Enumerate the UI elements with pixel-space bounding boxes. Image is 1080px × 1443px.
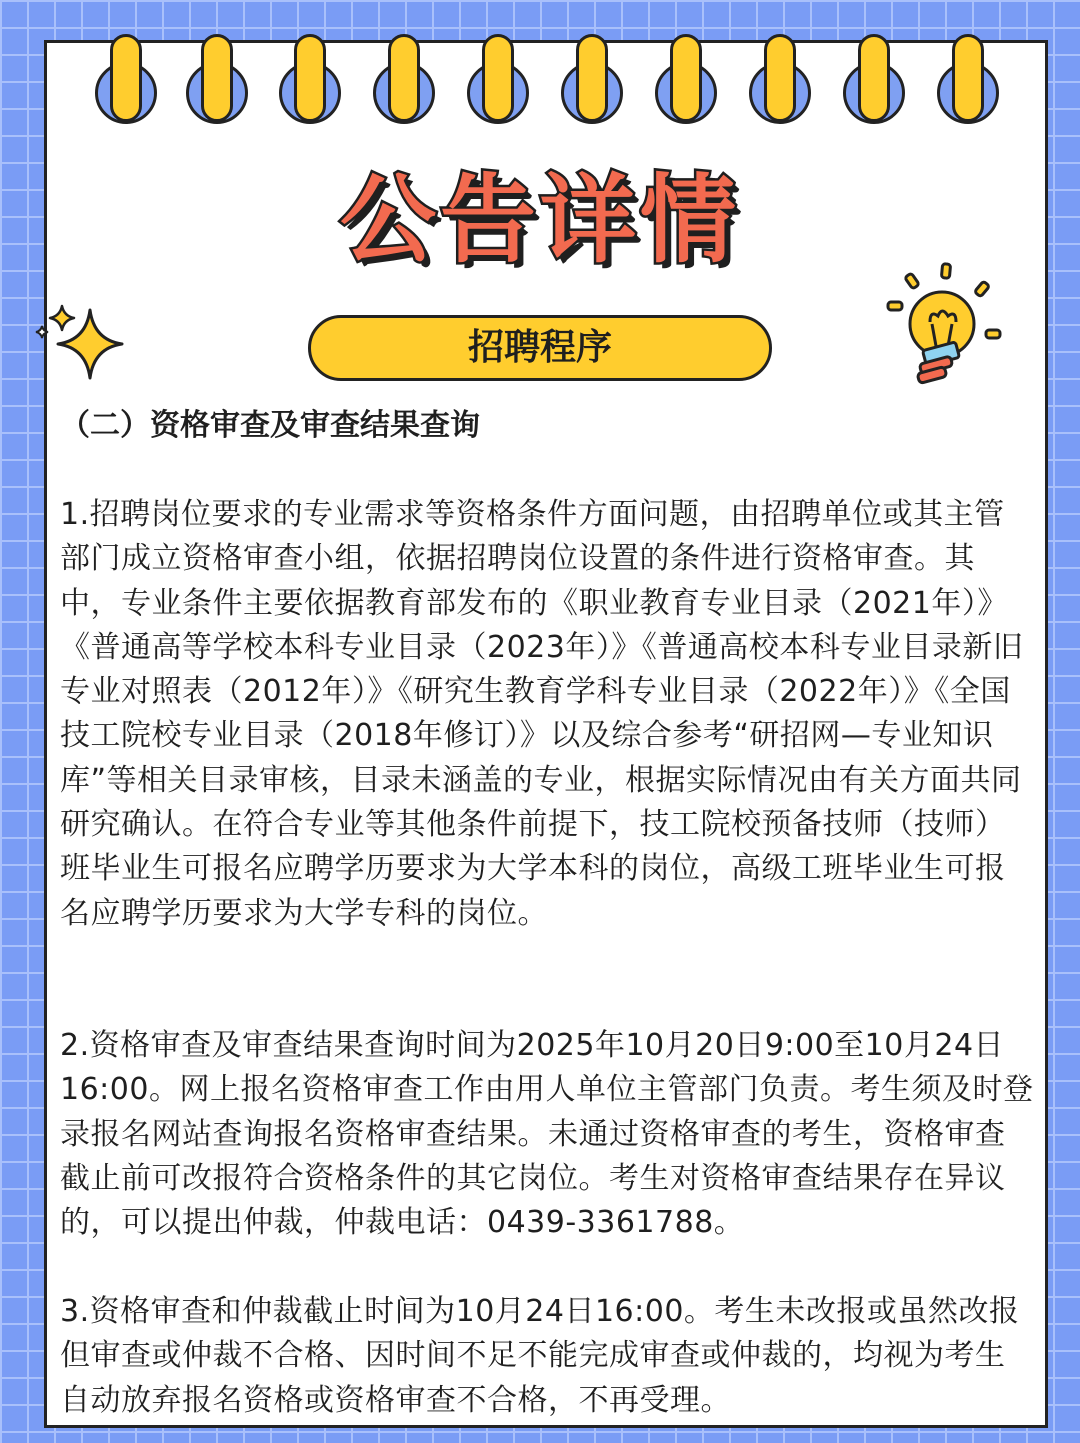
paragraph-2: 2.资格审查及审查结果查询时间为2025年10月20日9:00至10月24日16:00。网上报名资格审查工作由用人单位主管部门负责。考生须及时登录报名网站查询报名资格审查结果。未通过资格审查的考生，资格审查截止前可改报符合资格条件的其它岗位。考生对资格审查结果存在异议的，可以提出仲裁，仲裁电话：0439-3361788。	[60, 1028, 1034, 1241]
binder-ring-icon	[373, 34, 435, 124]
binder-ring-icon	[95, 34, 157, 124]
binder-ring-icon	[937, 34, 999, 124]
paragraph-1: 1.招聘岗位要求的专业需求等资格条件方面问题，由招聘单位或其主管部门成立资格审查小组，依据招聘岗位设置的条件进行资格审查。其中，专业条件主要依据教育部发布的《职业教育专业目录（2021年）》《普通高等学校本科专业目录（2023年）》《普通高校本科专业目录新旧专业对照表（2012年）》《研究生教育学科专业目录（2022年）》《全国技工院校专业目录（2018年修订）》以及综合参考“研招网—专业知识库”等相关目录审核，目录未涵盖的专业，根据实际情况由有关方面共同研究确认。在符合专业等其他条件前提下，技工院校预备技师（技师）班毕业生可报名应聘学历要求为大学本科的岗位，高级工班毕业生可报名应聘学历要求为大学专科的岗位。	[60, 497, 1024, 931]
binder-ring-icon	[749, 34, 811, 124]
page-title: 公告详情	[340, 164, 740, 276]
binder-ring-icon	[186, 34, 248, 124]
lightbulb-icon	[880, 262, 1010, 392]
binder-ring-icon	[843, 34, 905, 124]
sparkle-icon	[30, 300, 130, 390]
section-badge: 招聘程序	[308, 315, 772, 381]
binder-ring-icon	[561, 34, 623, 124]
section-heading: （二）资格审查及审查结果查询	[60, 408, 480, 443]
binder-ring-icon	[279, 34, 341, 124]
paragraph-3: 3.资格审查和仲裁截止时间为10月24日16:00。考生未改报或虽然改报但审查或仲裁不合格、因时间不足不能完成审查或仲裁的，均视为考生自动放弃报名资格或资格审查不合格，不再受理。	[60, 1294, 1020, 1418]
binder-ring-icon	[467, 34, 529, 124]
binder-ring-icon	[655, 34, 717, 124]
